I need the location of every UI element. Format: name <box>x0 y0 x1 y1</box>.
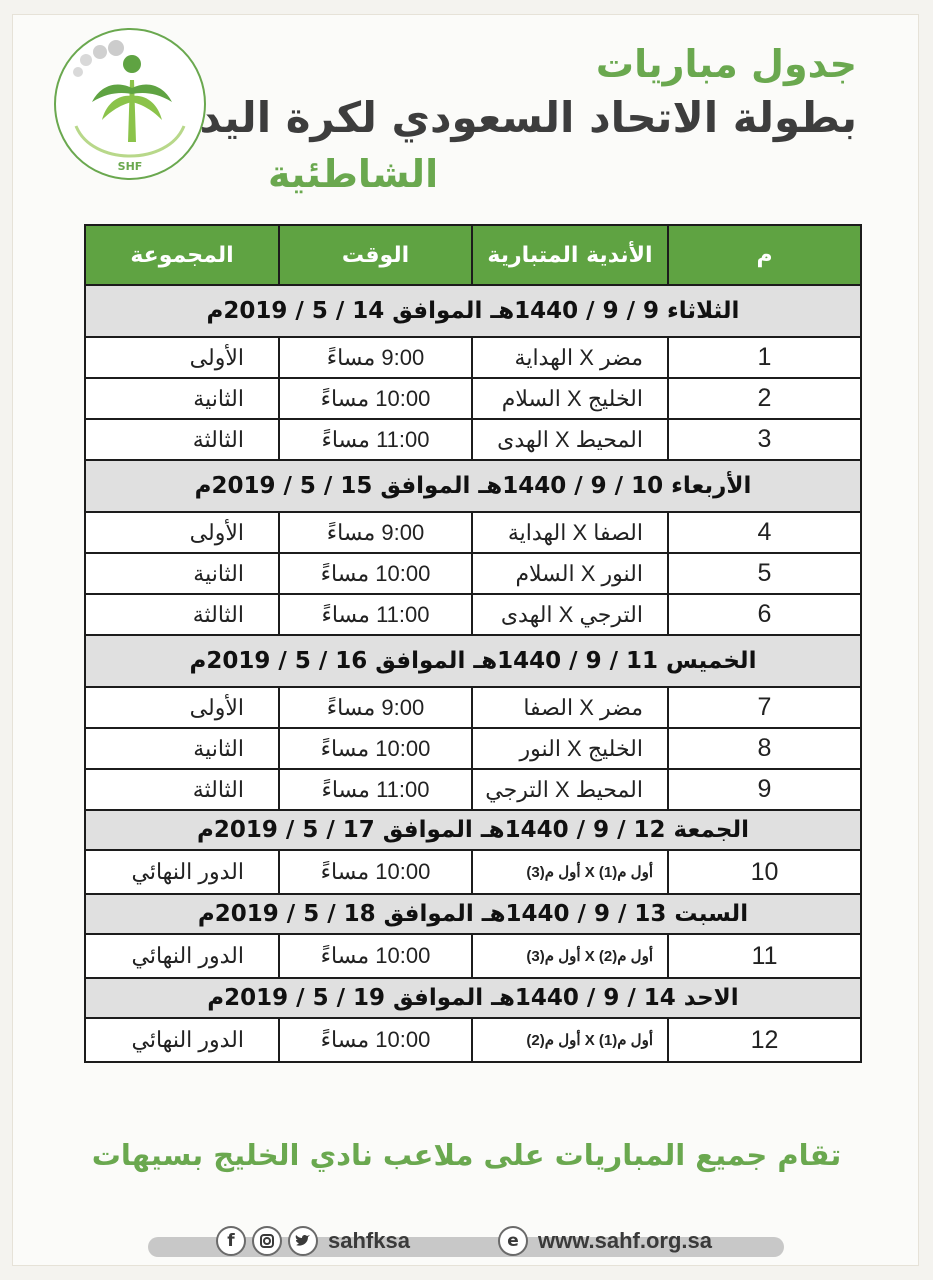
match-time: 11:00 مساءً <box>279 594 472 635</box>
match-clubs: الخليج X السلام <box>472 378 668 419</box>
instagram-icon[interactable] <box>252 1226 282 1256</box>
logo-text: SHF <box>117 160 143 173</box>
match-clubs: أول م(1) X أول م(2) <box>472 1018 668 1062</box>
column-header-number: م <box>668 225 861 285</box>
match-time: 9:00 مساءً <box>279 512 472 553</box>
match-group: الثانية <box>85 378 279 419</box>
match-time: 10:00 مساءً <box>279 553 472 594</box>
match-time: 10:00 مساءً <box>279 1018 472 1062</box>
web-icon[interactable]: e <box>498 1226 528 1256</box>
match-group: الأولى <box>85 687 279 728</box>
date-row <box>85 894 861 934</box>
table-row <box>85 850 861 894</box>
match-number: 2 <box>668 378 861 419</box>
match-clubs: مضر X الهداية <box>472 337 668 378</box>
match-group: الدور النهائي <box>85 1018 279 1062</box>
title-line-3: الشاطئية <box>268 152 439 196</box>
title-block <box>200 40 857 148</box>
column-header-group: المجموعة <box>85 225 279 285</box>
match-number: 6 <box>668 594 861 635</box>
date-cell: الجمعة 12 / 9 / 1440هـ الموافق 17 / 5 / 2019م <box>85 810 861 850</box>
match-clubs: أول م(2) X أول م(3) <box>472 934 668 978</box>
date-cell: الثلاثاء 9 / 9 / 1440هـ الموافق 14 / 5 / 2019م <box>85 285 861 337</box>
match-time: 11:00 مساءً <box>279 419 472 460</box>
table-row <box>85 687 861 728</box>
date-row <box>85 810 861 850</box>
match-time: 9:00 مساءً <box>279 337 472 378</box>
date-cell: السبت 13 / 9 / 1440هـ الموافق 18 / 5 / 2019م <box>85 894 861 934</box>
table-row <box>85 512 861 553</box>
match-group: الثالثة <box>85 769 279 810</box>
table-row <box>85 553 861 594</box>
match-time: 10:00 مساءً <box>279 728 472 769</box>
match-clubs: الترجي X الهدى <box>472 594 668 635</box>
schedule-table <box>84 224 862 1063</box>
match-clubs: مضر X الصفا <box>472 687 668 728</box>
table-row <box>85 1018 861 1062</box>
match-time: 10:00 مساءً <box>279 934 472 978</box>
match-clubs: الخليج X النور <box>472 728 668 769</box>
date-row <box>85 285 861 337</box>
match-number: 11 <box>668 934 861 978</box>
table-header-row <box>85 225 861 285</box>
match-group: الثانية <box>85 728 279 769</box>
title-line-1: جدول مباريات <box>595 42 857 86</box>
match-number: 12 <box>668 1018 861 1062</box>
match-number: 1 <box>668 337 861 378</box>
venue-note: تقام جميع المباريات على ملاعب نادي الخليج بسيهات <box>91 1138 842 1172</box>
match-number: 5 <box>668 553 861 594</box>
column-header-time: الوقت <box>279 225 472 285</box>
website-link <box>498 1226 712 1256</box>
match-time: 10:00 مساءً <box>279 850 472 894</box>
match-number: 4 <box>668 512 861 553</box>
table-row <box>85 419 861 460</box>
date-cell: الخميس 11 / 9 / 1440هـ الموافق 16 / 5 / 2019م <box>85 635 861 687</box>
match-number: 9 <box>668 769 861 810</box>
match-clubs: الصفا X الهداية <box>472 512 668 553</box>
website-url[interactable]: www.sahf.org.sa <box>538 1228 713 1253</box>
table-row <box>85 378 861 419</box>
match-group: الثالثة <box>85 594 279 635</box>
column-header-clubs: الأندية المتبارية <box>472 225 668 285</box>
date-row <box>85 978 861 1018</box>
date-row <box>85 460 861 512</box>
match-time: 11:00 مساءً <box>279 769 472 810</box>
table-row <box>85 728 861 769</box>
table-row <box>85 337 861 378</box>
twitter-icon[interactable] <box>288 1226 318 1256</box>
match-clubs: النور X السلام <box>472 553 668 594</box>
match-time: 10:00 مساءً <box>279 378 472 419</box>
match-number: 8 <box>668 728 861 769</box>
date-row <box>85 635 861 687</box>
table-row <box>85 934 861 978</box>
match-clubs: أول م(1) X أول م(3) <box>472 850 668 894</box>
title-line-2: بطولة الاتحاد السعودي لكرة اليد <box>199 93 857 142</box>
social-links <box>216 1226 410 1256</box>
table-row <box>85 594 861 635</box>
facebook-icon[interactable]: f <box>216 1226 246 1256</box>
federation-logo <box>54 28 206 180</box>
match-number: 7 <box>668 687 861 728</box>
social-handle[interactable]: sahfksa <box>328 1228 410 1253</box>
match-group: الثانية <box>85 553 279 594</box>
date-cell: الأربعاء 10 / 9 / 1440هـ الموافق 15 / 5 / 2019م <box>85 460 861 512</box>
match-time: 9:00 مساءً <box>279 687 472 728</box>
match-group: الأولى <box>85 512 279 553</box>
match-number: 10 <box>668 850 861 894</box>
match-group: الثالثة <box>85 419 279 460</box>
match-group: الدور النهائي <box>85 934 279 978</box>
match-clubs: المحيط X الترجي <box>472 769 668 810</box>
match-number: 3 <box>668 419 861 460</box>
match-group: الدور النهائي <box>85 850 279 894</box>
table-row <box>85 769 861 810</box>
match-group: الأولى <box>85 337 279 378</box>
date-cell: الاحد 14 / 9 / 1440هـ الموافق 19 / 5 / 2019م <box>85 978 861 1018</box>
match-clubs: المحيط X الهدى <box>472 419 668 460</box>
